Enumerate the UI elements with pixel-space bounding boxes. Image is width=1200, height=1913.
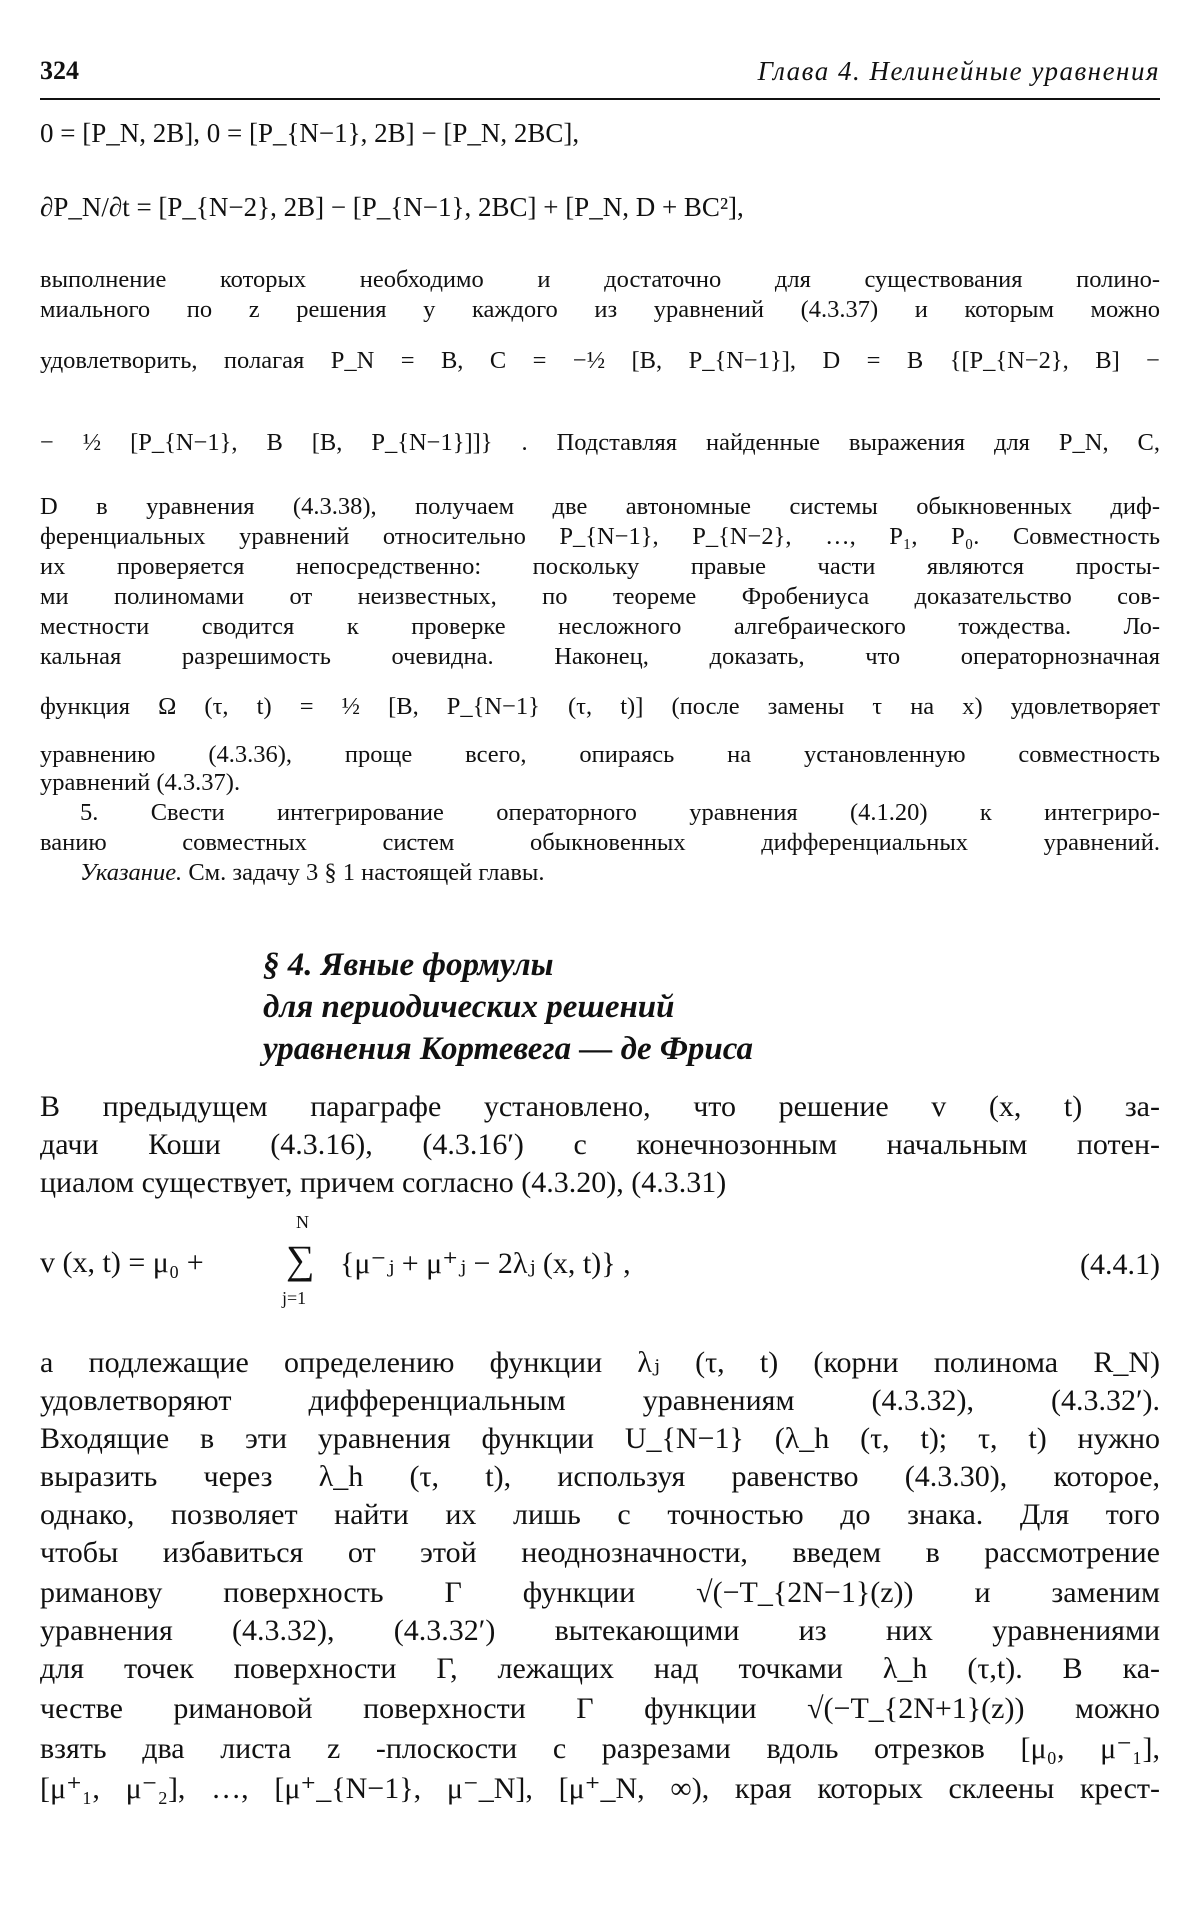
text-line: уравнений (4.3.37). [40, 769, 241, 796]
page-header [40, 56, 1160, 100]
text-line: Входящие в эти уравнения функции U_{N−1} (λ_h (τ, t); τ, t) нужно [40, 1422, 1160, 1455]
text-line: честве римановой поверхности Γ функции √(−T_{2N+1}(z)) можно [40, 1692, 1160, 1725]
text-line: взять два листа z -плоскости с разрезами вдоль отрезков [μ₀, μ⁻₁], [40, 1732, 1160, 1765]
text-line: ференциальных уравнений относительно P_{N−1}, P_{N−2}, …, P₁, P₀. Совместность [40, 523, 1160, 550]
hint-line [80, 858, 1160, 888]
text-line: ми полиномами от неизвестных, по теореме Фробениуса доказательство сов- [40, 583, 1160, 610]
text-line: миального по z решения у каждого из уравнений (4.3.37) и которым можно [40, 296, 1160, 323]
text-line: циалом существует, причем согласно (4.3.20), (4.3.31) [40, 1166, 727, 1199]
equation-rhs: {μ⁻ⱼ + μ⁺ⱼ − 2λⱼ (x, t)} , [340, 1247, 631, 1280]
sum-lower-limit: j=1 [282, 1288, 307, 1308]
header-rule [40, 98, 1160, 100]
section-title-line: уравнения Кортевега — де Фриса [263, 1031, 754, 1067]
text-line: выполнение которых необходимо и достаточно для существования полино- [40, 266, 1160, 293]
text-line: удовлетворить, полагая P_N = B, C = −½ [B, P_{N−1}], D = B {[P_{N−2}, B] − [40, 347, 1160, 374]
text-line: D в уравнения (4.3.38), получаем две автономные системы обыкновенных диф- [40, 493, 1160, 520]
section-title-line: для периодических решений [263, 989, 675, 1025]
running-title: Глава 4. Нелинейные уравнения [757, 56, 1160, 86]
text-line: 5. Свести интегрирование операторного уравнения (4.1.20) к интегриро- [80, 799, 1160, 826]
text-line: [μ⁺₁, μ⁻₂], …, [μ⁺_{N−1}, μ⁻_N], [μ⁺_N, ∞), края которых склеены крест- [40, 1772, 1160, 1805]
text-line: уравнения (4.3.32), (4.3.32′) вытекающими из них уравнениями [40, 1614, 1160, 1647]
sum-sign: ∑ [286, 1237, 315, 1282]
section-title-line: § 4. Явные формулы [263, 947, 554, 983]
text-line: выразить через λ_h (τ, t), используя равенство (4.3.30), которое, [40, 1460, 1160, 1493]
equation-lhs: v (x, t) = μ₀ + [40, 1246, 204, 1279]
equation-number: (4.4.1) [1080, 1248, 1160, 1281]
text-line: удовлетворяют дифференциальным уравнениям (4.3.32), (4.3.32′). [40, 1384, 1160, 1417]
text-line: − ½ [P_{N−1}, B [B, P_{N−1}]]} . Подставляя найденные выражения для P_N, C, [40, 429, 1160, 456]
text-line: В предыдущем параграфе установлено, что решение v (x, t) за- [40, 1090, 1160, 1123]
text-line: уравнению (4.3.36), проще всего, опираясь на установленную совместность [40, 741, 1160, 768]
page-number: 324 [40, 56, 79, 85]
text-line: функция Ω (τ, t) = ½ [B, P_{N−1} (τ, t)] (после замены τ на x) удовлетворяет [40, 693, 1160, 720]
hint-text: См. задачу 3 § 1 настоящей главы. [182, 859, 545, 886]
text-line: кальная разрешимость очевидна. Наконец, доказать, что операторнозначная [40, 643, 1160, 670]
text-line: местности сводится к проверке несложного алгебраического тождества. Ло- [40, 613, 1160, 640]
equation-dpn-dt: ∂P_N/∂t = [P_{N−2}, 2B] − [P_{N−1}, 2BC] + [P_N, D + BC²], [40, 192, 744, 222]
text-line: однако, позволяет найти их лишь с точностью до знака. Для того [40, 1498, 1160, 1531]
text-line: дачи Коши (4.3.16), (4.3.16′) с конечнозонным начальным потен- [40, 1128, 1160, 1161]
text-line: ванию совместных систем обыкновенных дифференциальных уравнений. [40, 829, 1160, 856]
text-line: риманову поверхность Γ функции √(−T_{2N−1}(z)) и заменим [40, 1576, 1160, 1609]
sum-upper-limit: N [296, 1212, 309, 1232]
text-line: а подлежащие определению функции λⱼ (τ, t) (корни полинома R_N) [40, 1346, 1160, 1379]
equation-commutators: 0 = [P_N, 2B], 0 = [P_{N−1}, 2B] − [P_N, 2BC], [40, 118, 580, 148]
text-line: для точек поверхности Γ, лежащих над точками λ_h (τ,t). В ка- [40, 1652, 1160, 1685]
text-line: их проверяется непосредственно: поскольку правые части являются просты- [40, 553, 1160, 580]
text-line: чтобы избавиться от этой неоднозначности, введем в рассмотрение [40, 1536, 1160, 1569]
hint-label: Указание. [80, 859, 183, 886]
